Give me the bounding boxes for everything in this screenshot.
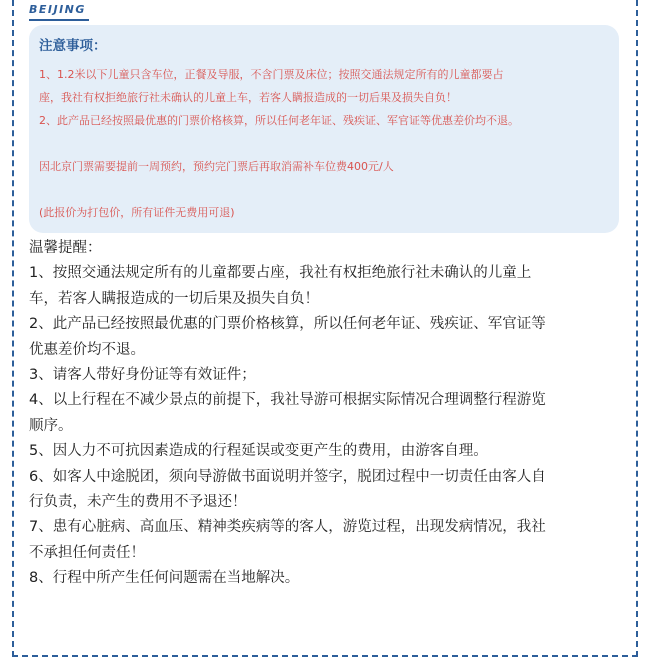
reminder-line: 优惠差价均不退。 [29, 341, 145, 358]
reminder-line: 行负责，未产生的费用不予退还！ [29, 494, 247, 511]
brand-label: BEIJING [29, 3, 86, 16]
reminder-line: 7、患有心脏病、高血压、精神类疾病等的客人，游览过程，出现发病情况，我社 [29, 519, 546, 536]
reminder-line: 车，若客人瞒报造成的一切后果及损失自负！ [29, 290, 319, 307]
reminder-line: 1、按照交通法规定所有的儿童都要占座，我社有权拒绝旅行社未确认的儿童上 [29, 265, 532, 282]
reminder-line: 不承担任何责任！ [29, 544, 145, 561]
notice-box [29, 25, 619, 233]
reminder-line: 顺序。 [29, 417, 73, 434]
reminder-title: 温馨提醒： [29, 240, 102, 256]
spacer [39, 178, 609, 201]
notice-line: 座，我社有权拒绝旅行社未确认的儿童上车，若客人瞒报造成的一切后果及损失自负！ [39, 91, 457, 104]
reminder-line: 4、以上行程在不减少景点的前提下，我社导游可根据实际情况合理调整行程游览 [29, 392, 546, 409]
notice-line: 2、此产品已经按照最优惠的门票价格核算，所以任何老年证、残疾证、军官证等优惠差价均不退。 [39, 114, 519, 127]
reminder-line: 6、如客人中途脱团，须向导游做书面说明并签字，脱团过程中一切责任由客人自 [29, 468, 546, 485]
brand-underline [29, 19, 89, 21]
reminder-line: 5、因人力不可抗因素造成的行程延误或变更产生的费用，由游客自理。 [29, 443, 488, 460]
reminder-line: 2、此产品已经按照最优惠的门票价格核算，所以任何老年证、残疾证、军官证等 [29, 316, 546, 333]
notice-line: 因北京门票需要提前一周预约，预约完门票后再取消需补车位费400元/人 [39, 160, 394, 173]
reminder-line: 3、请客人带好身份证等有效证件； [29, 367, 256, 384]
notice-title: 注意事项： [39, 38, 107, 54]
reminder-section [29, 236, 626, 592]
spacer [39, 132, 609, 155]
reminder-line: 8、行程中所产生任何问题需在当地解决。 [29, 570, 300, 587]
notice-line: 1、1.2米以下儿童只含车位，正餐及导服，不含门票及床位；按照交通法规定所有的儿童都要占 [39, 68, 504, 81]
notice-line: (此报价为打包价，所有证件无费用可退) [39, 206, 235, 219]
